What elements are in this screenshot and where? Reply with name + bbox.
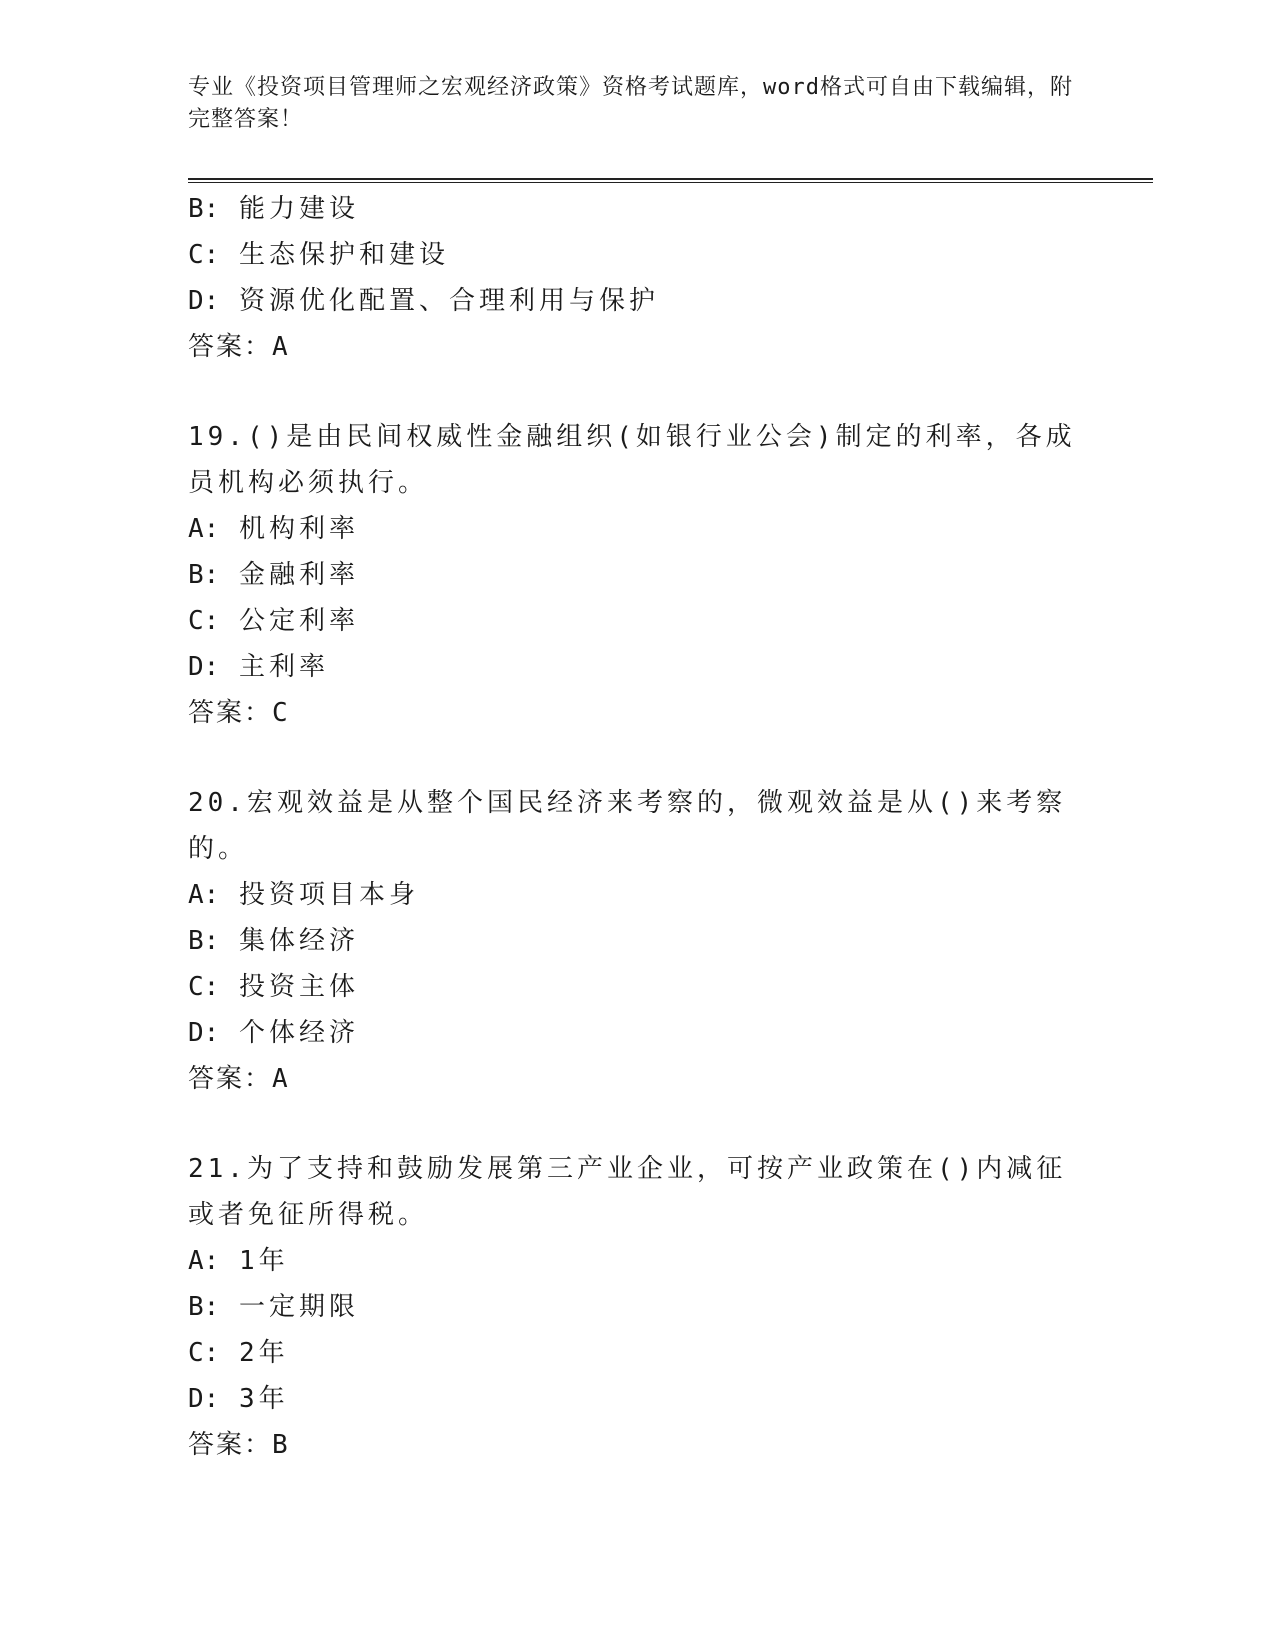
option-d: D: 资源优化配置、合理利用与保护 xyxy=(188,286,659,316)
header-divider xyxy=(188,178,1153,183)
answer-line: 答案：B xyxy=(188,1430,290,1460)
answer-line: 答案：A xyxy=(188,1064,290,1094)
option-a: A: 投资项目本身 xyxy=(188,880,419,910)
option-c: C: 投资主体 xyxy=(188,972,359,1002)
question-21 xyxy=(188,1146,1088,1468)
question-18-continued xyxy=(188,186,1088,370)
option-d: D: 3年 xyxy=(188,1384,289,1414)
document-body xyxy=(188,186,1088,1468)
option-a: A: 机构利率 xyxy=(188,514,359,544)
page-header: 专业《投资项目管理师之宏观经济政策》资格考试题库，word格式可自由下载编辑，附完整答案！ xyxy=(188,75,1073,132)
option-b: B: 一定期限 xyxy=(188,1292,359,1322)
option-b: B: 金融利率 xyxy=(188,560,359,590)
option-d: D: 主利率 xyxy=(188,652,329,682)
question-text: 19.()是由民间权威性金融组织(如银行业公会)制定的利率，各成员机构必须执行。 xyxy=(188,422,1076,498)
answer-line: 答案：C xyxy=(188,698,290,728)
option-b: B: 集体经济 xyxy=(188,926,359,956)
option-b: B: 能力建设 xyxy=(188,194,359,224)
option-c: C: 2年 xyxy=(188,1338,289,1368)
question-text: 20.宏观效益是从整个国民经济来考察的，微观效益是从()来考察的。 xyxy=(188,788,1067,864)
question-19 xyxy=(188,414,1088,736)
answer-line: 答案：A xyxy=(188,332,290,362)
option-a: A: 1年 xyxy=(188,1246,289,1276)
option-d: D: 个体经济 xyxy=(188,1018,359,1048)
option-c: C: 生态保护和建设 xyxy=(188,240,449,270)
option-c: C: 公定利率 xyxy=(188,606,359,636)
question-text: 21.为了支持和鼓励发展第三产业企业，可按产业政策在()内减征或者免征所得税。 xyxy=(188,1154,1067,1230)
question-20 xyxy=(188,780,1088,1102)
